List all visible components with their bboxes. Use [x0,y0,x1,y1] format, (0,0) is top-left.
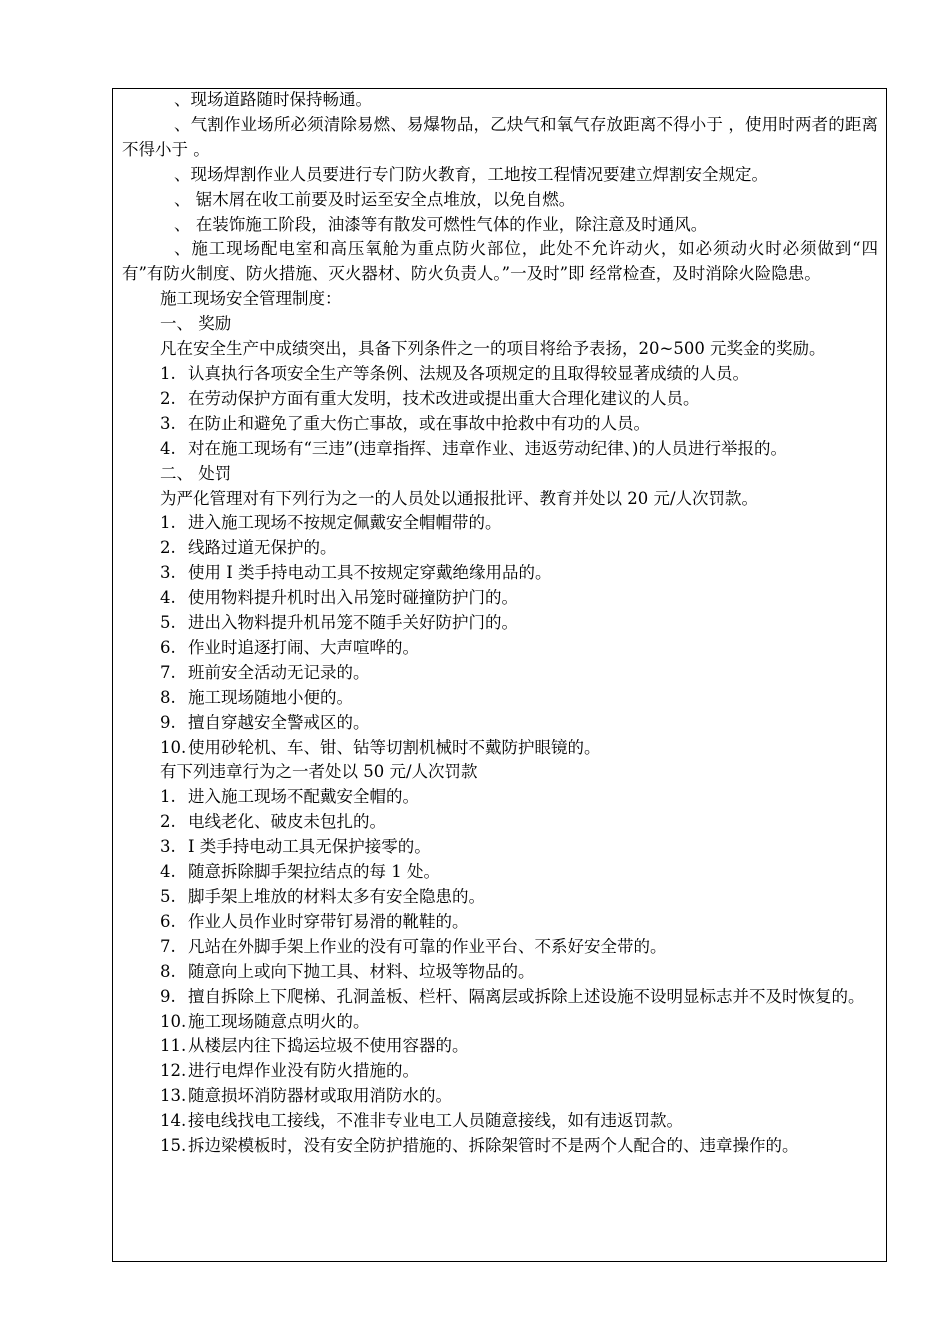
list-item [122,711,878,736]
item-text: 作业时追逐打闹、大声喧哗的。 [188,637,419,657]
item-number: 9. [160,712,176,732]
item-number: 9. [160,986,176,1006]
list-item [122,636,878,661]
fire-rule-item: 、 锯木屑在收工前要及时运至安全点堆放，以免自燃。 [174,189,576,209]
penalty-list-50 [122,785,878,1159]
list-item [122,935,878,960]
item-text: 进行电焊作业没有防火措施的。 [188,1061,419,1081]
item-text: 作业人员作业时穿带钉易滑的靴鞋的。 [188,911,469,931]
item-number: 5. [160,613,176,633]
list-item [122,1010,878,1035]
reward-intro: 凡在安全生产中成绩突出，具备下列条件之一的项目将给予表扬，20~500 元奖金的奖励。 [160,339,826,359]
list-item [122,1059,878,1084]
item-number: 4. [160,862,176,882]
item-number: 7. [160,936,176,956]
item-number: 11. [160,1036,187,1056]
item-text: 从楼层内往下捣运垃圾不使用容器的。 [188,1036,469,1056]
mgmt-title: 施工现场安全管理制度： [160,289,342,309]
fire-rule-item: 、现场焊割作业人员要进行专门防火教育，工地按工程情况要建立焊割安全规定。 [174,164,768,184]
item-number: 8. [160,687,176,707]
item-text: 施工现场随意点明火的。 [188,1011,370,1031]
item-text: 班前安全活动无记录的。 [188,662,370,682]
item-number: 6. [160,911,176,931]
list-item [122,885,878,910]
item-number: 1. [160,787,176,807]
list-item [122,611,878,636]
item-number: 7. [160,662,176,682]
item-number: 14. [160,1111,187,1131]
list-item [122,785,878,810]
list-item [122,536,878,561]
list-item [122,1034,878,1059]
item-text: 认真执行各项安全生产等条例、法规及各项规定的且取得较显著成绩的人员。 [188,363,749,383]
item-number: 2. [160,388,176,408]
item-number: 8. [160,961,176,981]
list-item [122,960,878,985]
fire-rule-item: 、 在装饰施工阶段，油漆等有散发可燃性气体的作业，除注意及时通风。 [174,214,708,234]
item-text: 进入施工现场不按规定佩戴安全帽帽带的。 [188,513,502,533]
item-text: 擅自拆除上下爬梯、孔洞盖板、栏杆、隔离层或拆除上述设施不设明显标志并不及时恢复的。 [188,986,865,1006]
item-number: 3. [160,563,176,583]
item-number: 2. [160,812,176,832]
item-text: 凡站在外脚手架上作业的没有可靠的作业平台、不系好安全带的。 [188,936,667,956]
item-text: 对在施工现场有“三违”(违章指挥、违章作业、违返劳动纪律、)的人员进行举报的。 [188,438,787,458]
item-number: 4. [160,438,176,458]
document-body [122,88,878,1159]
reward-heading: 一、 奖励 [160,314,232,334]
list-item [122,437,878,462]
fire-rule-item: 、施工现场配电室和高压氧舱为重点防火部位，此处不允许动火，如必须动火时必须做到“四有”有防火制度、防火措施、灭火器材、防火负责人。”一及时”即 经常检查，及时消除火险隐患。 [122,239,878,284]
list-item [122,736,878,761]
item-text: 使用砂轮机、车、钳、钻等切割机械时不戴防护眼镜的。 [188,737,601,757]
item-text: 在劳动保护方面有重大发明，技术改进或提出重大合理化建议的人员。 [188,388,700,408]
fire-rules-list [122,88,878,287]
list-item [122,586,878,611]
item-number: 15. [160,1136,187,1156]
fire-rule-item: 、气割作业场所必须清除易燃、易爆物品，乙炔气和氧气存放距离不得小于 ，使用时两者的距离不得小于 。 [122,114,878,159]
item-number: 12. [160,1061,187,1081]
list-item [122,810,878,835]
item-number: 4. [160,588,176,608]
item-text: 接电线找电工接线，不准非专业电工人员随意接线，如有违返罚款。 [188,1111,683,1131]
item-number: 1. [160,513,176,533]
list-item [122,1084,878,1109]
penalty-intro-20: 为严化管理对有下列行为之一的人员处以通报批评、教育并处以 20 元/人次罚款。 [160,488,759,508]
item-text: 随意损坏消防器材或取用消防水的。 [188,1086,452,1106]
item-number: 5. [160,887,176,906]
item-text: 施工现场随地小便的。 [188,687,353,707]
list-item [122,1134,878,1159]
list-item [122,1109,878,1134]
item-text: 随意拆除脚手架拉结点的每 1 处。 [188,862,440,882]
item-number: 3. [160,837,176,857]
item-number: 6. [160,637,176,657]
penalty-list-20 [122,511,878,760]
fire-rule-item: 、现场道路随时保持畅通。 [174,90,372,109]
list-item [122,661,878,686]
item-text: 进出入物料提升机吊笼不随手关好防护门的。 [188,613,518,633]
item-text: 线路过道无保护的。 [188,538,337,558]
list-item [122,686,878,711]
list-item [122,362,878,387]
list-item [122,910,878,935]
penalty-intro-50: 有下列违章行为之一者处以 50 元/人次罚款 [160,762,478,782]
list-item [122,387,878,412]
item-text: 使用 I 类手持电动工具不按规定穿戴绝缘用品的。 [188,563,552,583]
item-text: I 类手持电动工具无保护接零的。 [188,837,431,857]
item-number: 10. [160,1011,187,1031]
item-text: 电线老化、破皮未包扎的。 [188,812,386,832]
item-text: 进入施工现场不配戴安全帽的。 [188,787,419,807]
list-item [122,511,878,536]
item-number: 2. [160,538,176,558]
list-item [122,985,878,1010]
item-number: 13. [160,1086,187,1106]
reward-list [122,362,878,462]
item-text: 使用物料提升机时出入吊笼时碰撞防护门的。 [188,588,518,608]
item-text: 在防止和避免了重大伤亡事故，或在事故中抢救中有功的人员。 [188,413,650,433]
item-number: 1. [160,363,176,383]
item-text: 拆边梁模板时，没有安全防护措施的、拆除架管时不是两个人配合的、违章操作的。 [188,1136,799,1156]
list-item [122,561,878,586]
item-text: 擅自穿越安全警戒区的。 [188,712,370,732]
list-item [122,835,878,860]
item-number: 10. [160,737,187,757]
list-item [122,412,878,437]
item-number: 3. [160,413,176,433]
item-text: 脚手架上堆放的材料太多有安全隐患的。 [188,887,485,906]
penalty-heading: 二、 处罚 [160,463,232,483]
list-item [122,860,878,885]
item-text: 随意向上或向下抛工具、材料、垃圾等物品的。 [188,961,535,981]
